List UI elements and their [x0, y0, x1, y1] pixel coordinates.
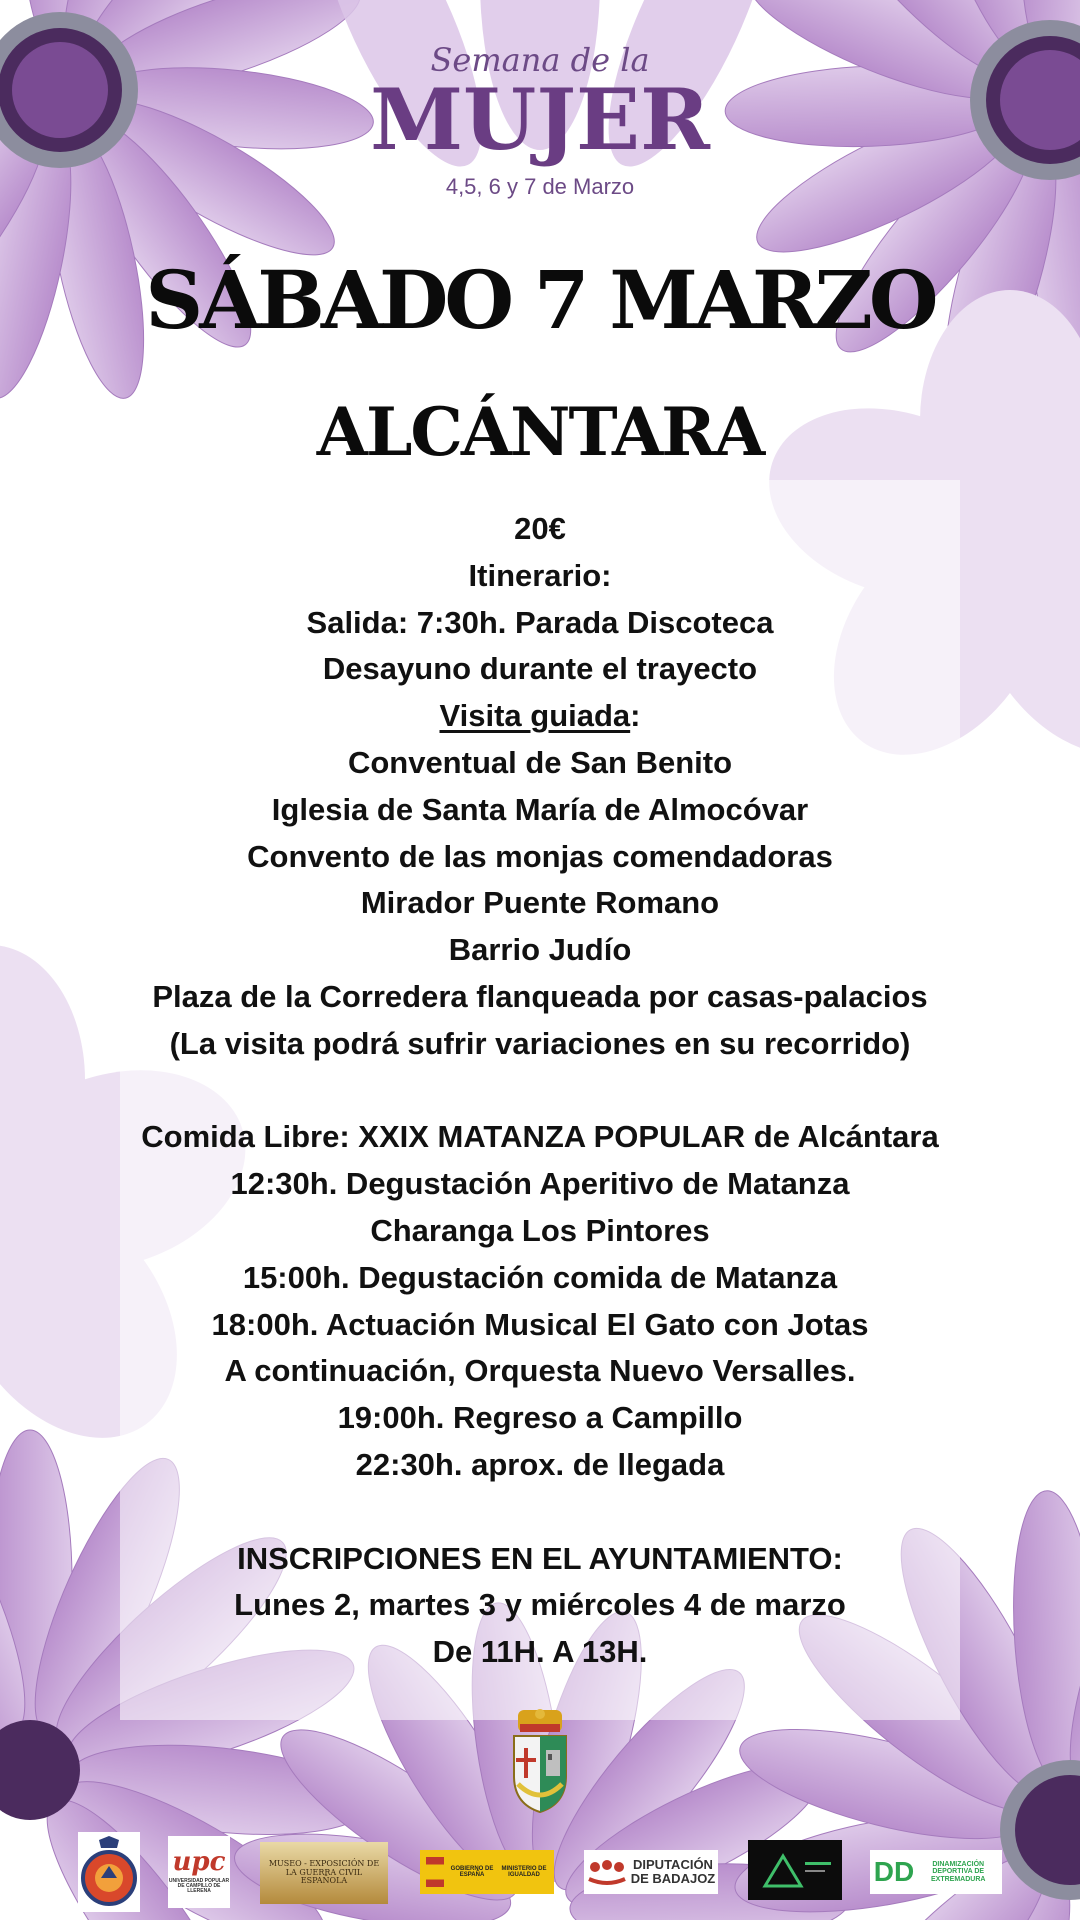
- program-item: 12:30h. Degustación Aperitivo de Matanza: [230, 1166, 850, 1202]
- logo-dinamizacion-dark: [748, 1840, 842, 1900]
- gobierno-label: GOBIERNO DE ESPAÑA: [450, 1865, 494, 1878]
- spain-flag-icon: [426, 1857, 444, 1887]
- breakfast: Desayuno durante el trayecto: [322, 651, 758, 687]
- subtitle: Semana de la: [430, 41, 650, 79]
- logo-upc: [168, 1836, 230, 1908]
- diputacion-icon: [587, 1857, 627, 1887]
- poster-header: [0, 40, 1080, 200]
- visit-note: (La visita podrá sufrir variaciones en su recorrido): [169, 1025, 911, 1061]
- museo-label: MUSEO - EXPOSICIÓN DE LA GUERRA CIVIL ESPAÑOLA: [268, 1859, 380, 1886]
- program-item: 22:30h. aprox. de llegada: [355, 1446, 725, 1482]
- logo-dinamizacion-extremadura: [870, 1850, 1002, 1894]
- logo-proteccion-civil: [78, 1832, 140, 1912]
- visit-stop: Mirador Puente Romano: [360, 885, 720, 921]
- dd-name: DINAMIZACIÓN DEPORTIVA DE EXTREMADURA: [930, 1860, 986, 1883]
- program-item: 15:00h. Degustación comida de Matanza: [242, 1259, 838, 1295]
- event-dates: 4,5, 6 y 7 de Marzo: [445, 174, 635, 199]
- coat-of-arms-icon: [508, 1706, 572, 1816]
- registration-heading: INSCRIPCIONES EN EL AYUNTAMIENTO:: [237, 1540, 843, 1576]
- event-place: ALCÁNTARA: [316, 393, 764, 471]
- event-day: SÁBADO 7 MARZO: [145, 253, 935, 347]
- spacer: [0, 1068, 1080, 1115]
- dd-short: DD: [873, 1856, 915, 1888]
- program-item: A continuación, Orquesta Nuevo Versalles.: [224, 1353, 856, 1389]
- visit-stop: Iglesia de Santa María de Almocóvar: [271, 791, 809, 827]
- dark-logo-icon: [755, 1848, 835, 1892]
- spacer: [0, 1489, 1080, 1536]
- visit-stop: Barrio Judío: [448, 932, 632, 968]
- upc-name: UNIVERSIDAD POPULAR DE CAMPILLO DE LLERENA: [168, 1877, 230, 1895]
- visit-colon: :: [630, 698, 641, 734]
- registration-dates: Lunes 2, martes 3 y miércoles 4 de marzo: [234, 1587, 846, 1623]
- upc-short: upc: [172, 1847, 226, 1878]
- registration-hours: De 11H. A 13H.: [432, 1634, 648, 1670]
- visit-stop: Conventual de San Benito: [347, 744, 733, 780]
- visit-stop: Plaza de la Corredera flanqueada por casas-palacios: [152, 978, 928, 1014]
- ministerio-label: MINISTERIO DE IGUALDAD: [501, 1865, 547, 1878]
- sponsor-logos: [0, 1826, 1080, 1916]
- event-details: [0, 506, 1080, 1676]
- logo-museo: [260, 1842, 388, 1904]
- main-title: MUJER: [370, 70, 710, 169]
- proteccion-civil-icon: [81, 1834, 137, 1910]
- visit-heading: [0, 693, 1080, 740]
- departure: Salida: 7:30h. Parada Discoteca: [306, 604, 774, 640]
- diputacion-line1: DIPUTACIÓN: [633, 1857, 713, 1873]
- program-item: Charanga Los Pintores: [370, 1212, 710, 1248]
- price: 20€: [514, 511, 566, 546]
- program-item: 18:00h. Actuación Musical El Gato con Jotas: [211, 1306, 869, 1342]
- logo-diputacion-badajoz: [584, 1850, 718, 1894]
- visit-label: Visita guiada: [439, 698, 631, 734]
- diputacion-text: [631, 1858, 716, 1885]
- program-item: Comida Libre: XXIX MATANZA POPULAR de Alcántara: [141, 1119, 939, 1155]
- visit-stop: Convento de las monjas comendadoras: [247, 838, 833, 874]
- logo-ministerio: [420, 1850, 554, 1894]
- diputacion-line2: DE BADAJOZ: [630, 1871, 716, 1886]
- itinerary-label: Itinerario:: [468, 557, 612, 593]
- program-item: 19:00h. Regreso a Campillo: [337, 1400, 743, 1436]
